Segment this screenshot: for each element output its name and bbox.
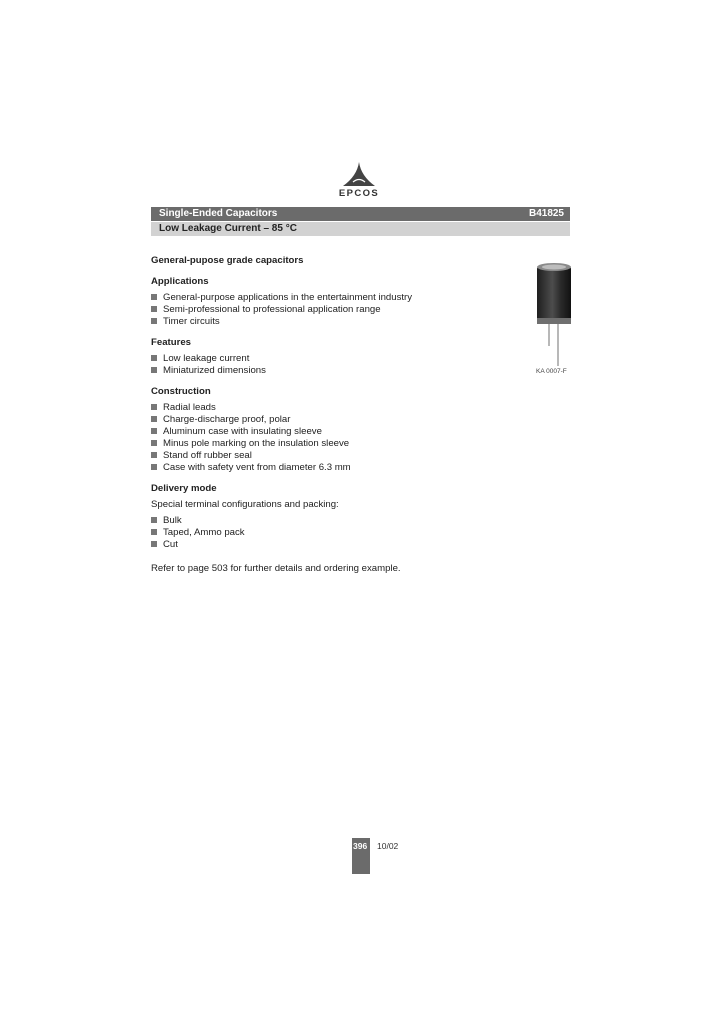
applications-section — [151, 276, 511, 328]
bullet-icon — [151, 416, 157, 422]
page-title: Single-Ended Capacitors — [159, 208, 278, 219]
features-heading: Features — [151, 337, 191, 348]
bullet-icon — [151, 318, 157, 324]
construction-heading: Construction — [151, 386, 211, 397]
bullet-icon — [151, 404, 157, 410]
list-item: Case with safety vent from diameter 6.3 mm — [151, 462, 511, 474]
image-label: KA 0007-F — [536, 368, 567, 375]
bullet-icon — [151, 428, 157, 434]
applications-heading: Applications — [151, 276, 209, 287]
list-item: Stand off rubber seal — [151, 450, 511, 462]
list-item: Bulk — [151, 515, 511, 527]
capacitor-image — [533, 262, 578, 366]
list-item: Cut — [151, 539, 511, 551]
subtitle-bar — [151, 222, 570, 236]
page-subtitle: Low Leakage Current – 85 °C — [159, 223, 297, 234]
list-item: Minus pole marking on the insulation sleeve — [151, 438, 511, 450]
list-item: General-purpose applications in the entertainment industry — [151, 292, 511, 304]
list-item: Aluminum case with insulating sleeve — [151, 426, 511, 438]
features-section — [151, 337, 511, 377]
logo-text: EPCOS — [338, 188, 380, 199]
page-number: 396 — [353, 841, 368, 851]
list-item: Taped, Ammo pack — [151, 527, 511, 539]
list-item: Low leakage current — [151, 353, 511, 365]
epcos-logo — [333, 160, 385, 202]
bullet-icon — [151, 541, 157, 547]
bullet-icon — [151, 464, 157, 470]
list-item: Charge-discharge proof, polar — [151, 414, 511, 426]
bullet-icon — [151, 529, 157, 535]
list-item: Radial leads — [151, 402, 511, 414]
intro-heading: General-pupose grade capacitors — [151, 255, 304, 266]
refer-text: Refer to page 503 for further details and ordering example. — [151, 563, 401, 574]
list-item: Timer circuits — [151, 316, 511, 328]
delivery-heading: Delivery mode — [151, 483, 217, 494]
footer-date: 10/02 — [377, 841, 399, 851]
list-item: Miniaturized dimensions — [151, 365, 511, 377]
header-bar — [151, 207, 570, 221]
bullet-icon — [151, 452, 157, 458]
part-number: B41825 — [528, 208, 564, 219]
delivery-section — [151, 483, 511, 551]
main-content — [151, 255, 511, 575]
bullet-icon — [151, 517, 157, 523]
page-number-box — [352, 838, 370, 874]
construction-section — [151, 386, 511, 474]
bullet-icon — [151, 306, 157, 312]
epcos-logo-mark — [333, 160, 385, 188]
bullet-icon — [151, 355, 157, 361]
bullet-icon — [151, 294, 157, 300]
list-item: Semi-professional to professional application range — [151, 304, 511, 316]
bullet-icon — [151, 367, 157, 373]
delivery-intro: Special terminal configurations and packing: — [151, 499, 339, 510]
bullet-icon — [151, 440, 157, 446]
